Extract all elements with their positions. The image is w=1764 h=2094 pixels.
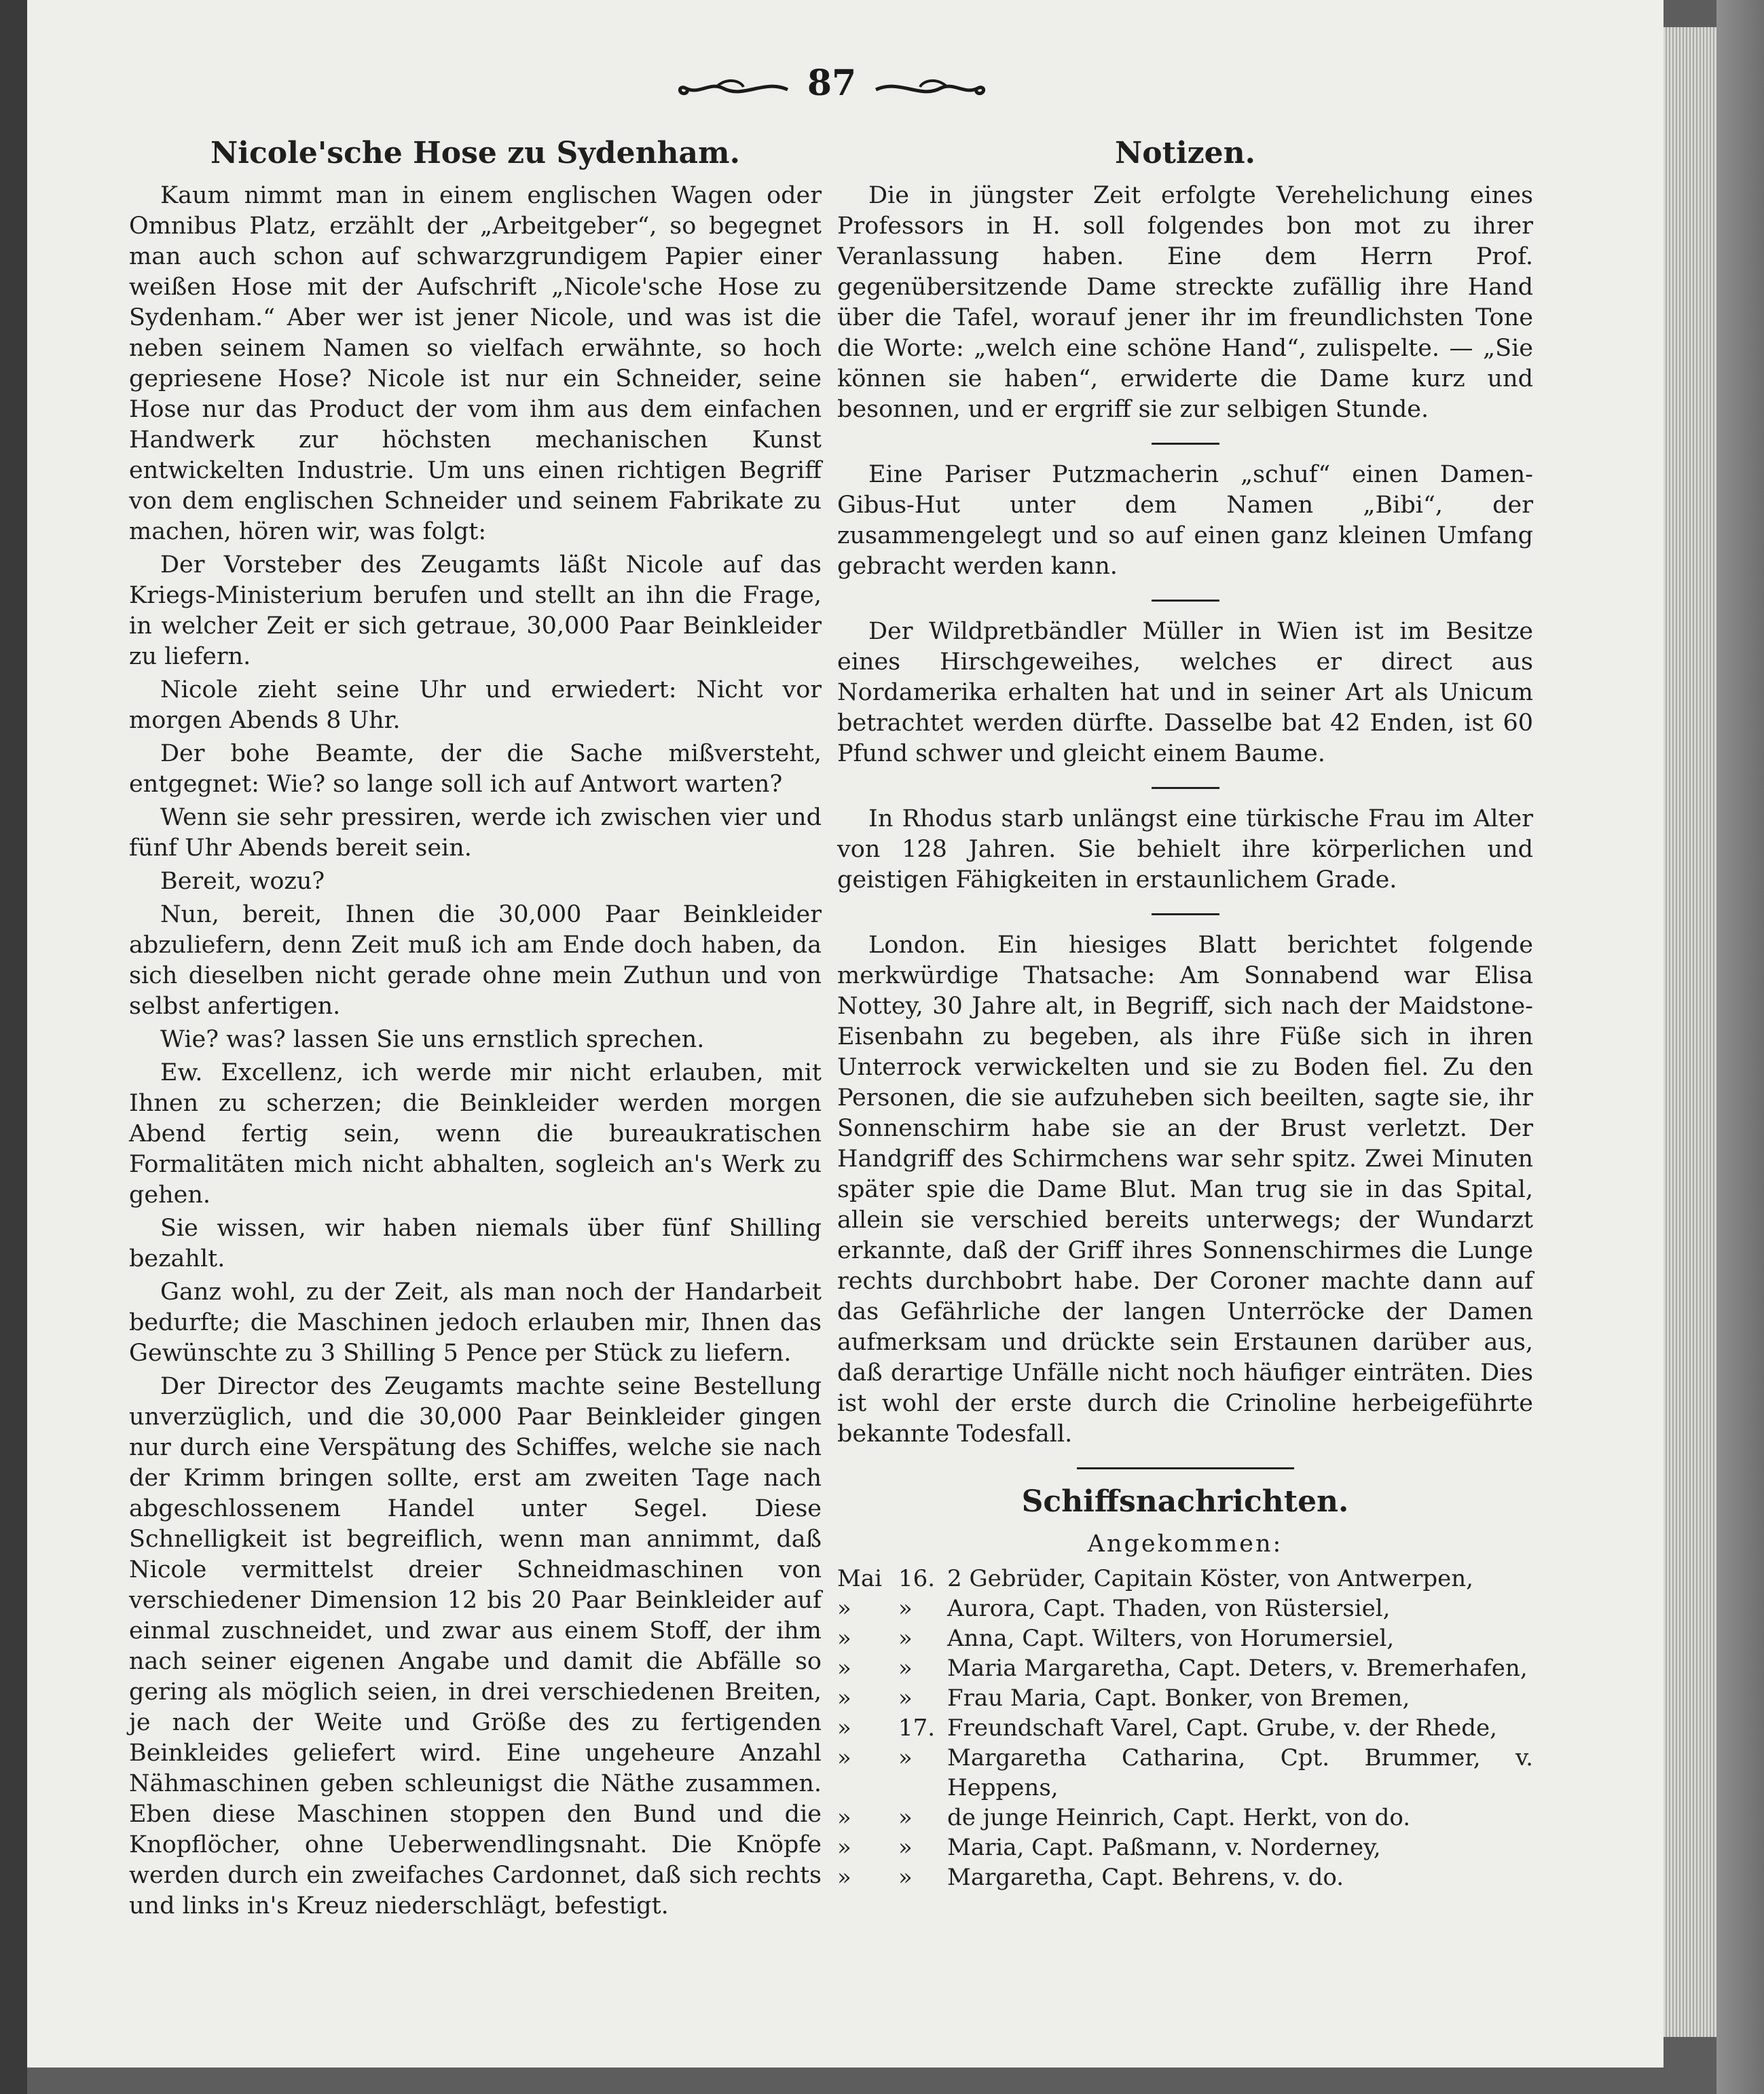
paragraph: Bereit, wozu?: [160, 868, 325, 895]
book-page: [27, 0, 1664, 2068]
ship-entry: Anna, Capt. Wilters, von Horumersiel,: [947, 1625, 1395, 1652]
separator: [1152, 443, 1219, 445]
ship-day: »: [898, 1625, 913, 1652]
ship-day: »: [898, 1864, 913, 1891]
page-number: 87: [807, 62, 857, 104]
separator: [1077, 1467, 1294, 1469]
ship-entry: Maria Margaretha, Capt. Deters, v. Bremerhafen,: [947, 1655, 1528, 1682]
page-edges: [1664, 27, 1716, 2037]
table-row: [837, 1743, 1533, 1803]
paragraph: Der Vorsteber des Zeugamts läßt Nicole auf das Kriegs-Ministerium berufen und stellt an ihn die Frage, in welcher Zeit er sich getraue, 30,000 Paar Beinkleider zu liefern.: [129, 551, 822, 670]
ship-day: »: [898, 1834, 913, 1861]
ship-entry: Frau Maria, Capt. Bonker, von Bremen,: [947, 1685, 1410, 1712]
ship-month: »: [837, 1864, 851, 1891]
paragraph: Der Director des Zeugamts machte seine Bestellung unverzüglich, und die 30,000 Paar Beinkleider gingen nur durch eine Verspätung des Schiffes, welche sie nach der Krimm bringen sollte, erst am zweiten Tage nach abgeschlossenem Handel unter Segel. Diese Schnelligkeit ist begreiflich, wenn man annimmt, daß Nicole vermittelst dreier Schneidmaschinen von verschiedener Dimension 12 bis 20 Paar Beinkleider auf einmal zuschneidet, und zwar aus einem Stoff, der ihm nach seiner eigenen Angabe und damit die Abfälle so gering als möglich seien, in drei verschiedenen Breiten, je nach der Weite und Größe des zu fertigenden Beinkleides geliefert wird. Eine ungeheure Anzahl Nähmaschinen geben schleunigst die Näthe zusammen. Eben diese Maschinen stoppen den Bund und die Knopflöcher, ohne Ueberwendlingsnaht. Die Knöpfe werden durch ein zweifaches Cardonnet, daß sich rechts und links in's Kreuz niederschlägt, befestigt.: [129, 1373, 822, 1920]
notice: London. Ein hiesiges Blatt berichtet folgende merkwürdige Thatsache: Am Sonnabend war Elisa Nottey, 30 Jahre alt, in Begriff, sich nach der Maidstone-Eisenbahn zu begeben, als ihre Füße sich in ihren Unterrock verwickelten und sie zu Boden fiel. Zu den Personen, die sie aufzuheben sich beeilten, sagte sie, ihr Sonnenschirm habe sie an der Brust verletzt. Der Handgriff des Schirmchens war sehr spitz. Zwei Minuten später spie die Dame Blut. Man trug sie in das Spital, allein sie verschied bereits unterwegs; der Wundarzt erkannte, daß der Griff ihres Sonnenschirmes die Lunge rechts durchbobrt habe. Der Coroner machte dann auf das Gefährliche der langen Unterröcke der Damen aufmerksam und drückte sein Erstaunen darüber aus, daß derartige Unfälle nicht noch häufiger einträten. Dies ist wohl der erste durch die Crinoline herbeigeführte bekannte Todesfall.: [837, 932, 1533, 1448]
ship-entry: 2 Gebrüder, Capitain Köster, von Antwerpen,: [947, 1565, 1473, 1592]
table-row: [837, 1683, 1533, 1713]
paragraph: Sie wissen, wir haben niemals über fünf Shilling bezahlt.: [129, 1215, 822, 1272]
ship-day: 17.: [898, 1714, 936, 1742]
ship-entry: Margaretha, Capt. Behrens, v. do.: [947, 1864, 1344, 1891]
right-ornament-icon: [872, 75, 988, 102]
separator: [1152, 600, 1219, 602]
paragraph: Ganz wohl, zu der Zeit, als man noch der Handarbeit bedurfte; die Maschinen jedoch erlauben mir, Ihnen das Gewünschte zu 3 Shilling 5 Pence per Stück zu liefern.: [129, 1279, 822, 1367]
notice: Der Wildpretbändler Müller in Wien ist im Besitze eines Hirschgeweihes, welches er direct aus Nordamerika erhalten hat und in seiner Art als Unicum betrachtet werden dürfte. Dasselbe bat 42 Enden, ist 60 Pfund schwer und gleicht einem Baume.: [837, 618, 1533, 767]
table-row: [837, 1862, 1533, 1892]
ship-month: »: [837, 1625, 851, 1652]
paragraph: Der bohe Beamte, der die Sache mißversteht, entgegnet: Wie? so lange soll ich auf Antwort warten?: [129, 740, 822, 798]
paragraph: Wie? was? lassen Sie uns ernstlich sprechen.: [160, 1026, 705, 1053]
ship-month: »: [837, 1685, 851, 1712]
paragraph: Nun, bereit, Ihnen die 30,000 Paar Beinkleider abzuliefern, denn Zeit muß ich am Ende doch haben, da sich dieselben nicht gerade ohne mein Zuthun und von selbst anfertigen.: [129, 901, 822, 1020]
separator: [1152, 913, 1219, 915]
table-row: [837, 1653, 1533, 1683]
shipping-title: Schiffsnachrichten.: [1021, 1484, 1349, 1519]
ship-month: »: [837, 1655, 851, 1682]
paragraph: Wenn sie sehr pressiren, werde ich zwischen vier und fünf Uhr Abends bereit sein.: [129, 804, 822, 862]
table-row: [837, 1803, 1533, 1833]
ship-entry: Freundschaft Varel, Capt. Grube, v. der Rhede,: [947, 1714, 1497, 1742]
ship-month: »: [837, 1834, 851, 1861]
paragraph: Nicole zieht seine Uhr und erwiedert: Nicht vor morgen Abends 8 Uhr.: [129, 676, 822, 734]
paragraph: Kaum nimmt man in einem englischen Wagen oder Omnibus Platz, erzählt der „Arbeitgeber“, so begegnet man auch schon auf schwarzgrundigem Papier einer weißen Hose mit der Aufschrift „Nicole'sche Hose zu Sydenham.“ Aber wer ist jener Nicole, und was ist die neben seinem Namen so vielfach erwähnte, so hoch gepriesene Hose? Nicole ist nur ein Schneider, seine Hose nur das Product der vom ihm aus dem einfachen Handwerk zur höchsten mechanischen Kunst entwickelten Industrie. Um uns einen richtigen Begriff von dem englischen Schneider und seinem Fabrikate zu machen, hören wir, was folgt:: [129, 182, 822, 545]
notices-title: Notizen.: [1115, 136, 1255, 170]
ship-month: »: [837, 1595, 851, 1622]
ship-day: 16.: [898, 1565, 936, 1592]
ship-month: Mai: [837, 1565, 882, 1592]
paragraph: Ew. Excellenz, ich werde mir nicht erlauben, mit Ihnen zu scherzen; die Beinkleider werden morgen Abend fertig sein, wenn die bureaukratischen Formalitäten mich nicht abhalten, sogleich an's Werk zu gehen.: [129, 1059, 822, 1209]
notice: In Rhodus starb unlängst eine türkische Frau im Alter von 128 Jahren. Sie behielt ihre körperlichen und geistigen Fähigkeiten in erstaunlichem Grade.: [837, 805, 1533, 894]
ship-entry: Margaretha Catharina, Cpt. Brummer, v. Heppens,: [947, 1744, 1533, 1801]
table-row: [837, 1594, 1533, 1623]
table-row: [837, 1833, 1533, 1862]
table-row: [837, 1713, 1533, 1743]
ship-day: »: [898, 1595, 913, 1622]
table-row: [837, 1623, 1533, 1653]
book-cover-edge: [1716, 0, 1764, 2094]
article-title: Nicole'sche Hose zu Sydenham.: [210, 136, 740, 170]
separator: [1152, 787, 1219, 789]
shipping-subtitle: Angekommen:: [1087, 1530, 1283, 1558]
notice: Die in jüngster Zeit erfolgte Verehelichung eines Professors in H. soll folgendes bon mot zu ihrer Veranlassung haben. Eine dem Herrn Prof. gegenübersitzende Dame streckte zufällig ihre Hand über die Tafel, worauf jener ihr im freundlichsten Tone die Worte: „welch eine schöne Hand“, zulispelte. — „Sie können sie haben“, erwiderte die Dame kurz und besonnen, und er ergriff sie zur selbigen Stunde.: [837, 182, 1533, 423]
left-ornament-icon: [676, 75, 791, 102]
ship-day: »: [898, 1685, 913, 1712]
ship-month: »: [837, 1714, 851, 1742]
ship-entry: Aurora, Capt. Thaden, von Rüstersiel,: [947, 1595, 1391, 1622]
ship-day: »: [898, 1655, 913, 1682]
ship-entry: Maria, Capt. Paßmann, v. Norderney,: [947, 1834, 1381, 1861]
notice: Eine Pariser Putzmacherin „schuf“ einen Damen-Gibus-Hut unter dem Namen „Bibi“, der zusammengelegt und so auf einen ganz kleinen Umfang gebracht werden kann.: [837, 461, 1533, 580]
table-row: [837, 1564, 1533, 1594]
ship-day: »: [898, 1804, 913, 1831]
ship-day: »: [898, 1744, 913, 1771]
right-column: [837, 136, 1533, 1892]
shipping-table: [837, 1564, 1533, 1892]
left-column: [129, 136, 822, 1924]
scan-border-left: [0, 0, 27, 2094]
ship-entry: de junge Heinrich, Capt. Herkt, von do.: [947, 1804, 1411, 1831]
ship-month: »: [837, 1804, 851, 1831]
ship-month: »: [837, 1744, 851, 1771]
